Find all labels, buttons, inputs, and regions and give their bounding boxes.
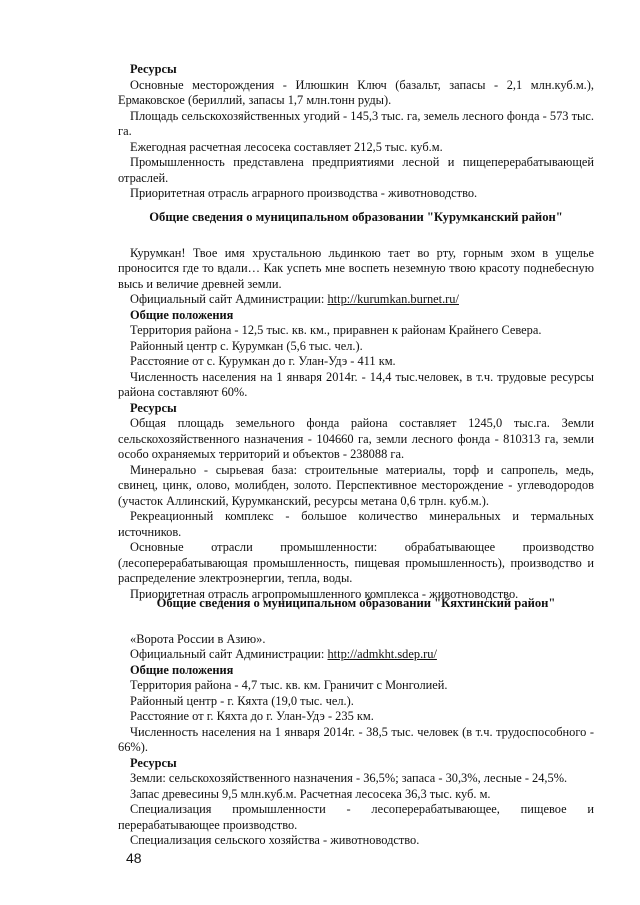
paragraph: Специализация промышленности - лесоперерабатывающее, пищевое и перерабатывающее производство. [118, 802, 594, 832]
page-number: 48 [126, 850, 142, 866]
general-heading: Общие положения [130, 307, 234, 322]
paragraph: Минерально - сырьевая база: строительные материалы, торф и сапропель, медь, свинец, цинк, олово, молибден, золото. Перспективное месторождение - углеводородов (участок Аллинский, Курумканский, ресурсы метана 0,6 трлн. куб.м.). [118, 462, 594, 508]
resources-heading: Ресурсы [130, 62, 177, 76]
section-title: Общие сведения о муниципальном образовании "Курумканский район" [149, 210, 563, 224]
paragraph: Численность населения на 1 января 2014г. - 14,4 тыс.человек, в т.ч. трудовые ресурсы района составляют 60%. [118, 369, 594, 399]
general-heading: Общие положения [130, 662, 234, 677]
paragraph: Площадь сельскохозяйственных угодий - 145,3 тыс. га, земель лесного фонда - 573 тыс. га. [118, 108, 594, 138]
paragraph: Территория района - 4,7 тыс. кв. км. Граничит с Монголией. [130, 678, 448, 692]
site-label: Официальный сайт Администрации: [130, 647, 328, 661]
site-label: Официальный сайт Администрации: [130, 292, 328, 306]
paragraph: Рекреационный комплекс - большое количество минеральных и термальных источников. [118, 509, 594, 539]
paragraph: Районный центр с. Курумкан (5,6 тыс. чел.). [130, 338, 363, 353]
paragraph: Приоритетная отрасль агропромышленного комплекса - животноводство. [130, 586, 519, 601]
paragraph: Основные отрасли промышленности: обрабатывающее производство (лесоперерабатывающая промышленность, пищевая промышленность), производство и распределение электроэнергии, тепла, воды. [118, 540, 594, 585]
paragraph: Ежегодная расчетная лесосека составляет 212,5 тыс. куб.м. [130, 139, 443, 154]
intro-paragraph: Курумкан! Твое имя хрустальною льдинкою тает во рту, горным эхом в ущелье проносится где то вдали… Как успеть мне воспеть неземную твою красоту поднебесную высь и величие древней земли. [118, 245, 594, 291]
section-kurumkan [118, 210, 594, 602]
paragraph: Общая площадь земельного фонда района составляет 1245,0 тыс.га. Земли сельскохозяйственного назначения - 104660 га, земли лесного фонда - 810313 га, земли особо охраняемых территорий и объектов - 238088 га. [118, 416, 594, 461]
paragraph: Территория района - 12,5 тыс. кв. км., приравнен к районам Крайнего Севера. [130, 323, 542, 337]
official-site-line [118, 292, 594, 308]
official-site-link[interactable]: http://admkht.sdep.ru/ [327, 647, 437, 661]
paragraph: Численность населения на 1 января 2014г. - 38,5 тыс. человек (в т.ч. трудоспособного - 66%). [118, 724, 594, 754]
section-title: Общие сведения о муниципальном образовании "Кяхтинский район" [156, 596, 556, 610]
paragraph: Специализация сельского хозяйства - животноводство. [130, 833, 420, 847]
paragraph: Расстояние от г. Кяхта до г. Улан-Удэ - 235 км. [130, 709, 374, 723]
resources-heading: Ресурсы [130, 755, 177, 770]
paragraph: Промышленность представлена предприятиями лесной и пищеперерабатывающей отраслей. [118, 155, 594, 185]
section-kyakhta [118, 596, 594, 849]
official-site-line [118, 647, 594, 663]
intro-paragraph: «Ворота России в Азию». [130, 631, 266, 646]
official-site-link[interactable]: http://kurumkan.burnet.ru/ [327, 292, 459, 306]
paragraph: Земли: сельскохозяйственного назначения - 36,5%; запаса - 30,3%, лесные - 24,5%. [130, 771, 568, 785]
section-resources-prev [118, 62, 594, 202]
paragraph: Районный центр - г. Кяхта (19,0 тыс. чел.). [130, 693, 354, 708]
paragraph: Запас древесины 9,5 млн.куб.м. Расчетная лесосека 36,3 тыс. куб. м. [130, 786, 491, 801]
paragraph: Приоритетная отрасль аграрного производства - животноводство. [130, 186, 478, 200]
resources-heading: Ресурсы [130, 400, 177, 415]
paragraph: Основные месторождения - Илюшкин Ключ (базальт, запасы - 2,1 млн.куб.м.), Ермаковское (бериллий, запасы 1,7 млн.тонн руды). [118, 77, 594, 107]
paragraph: Расстояние от с. Курумкан до г. Улан-Удэ - 411 км. [130, 354, 396, 368]
